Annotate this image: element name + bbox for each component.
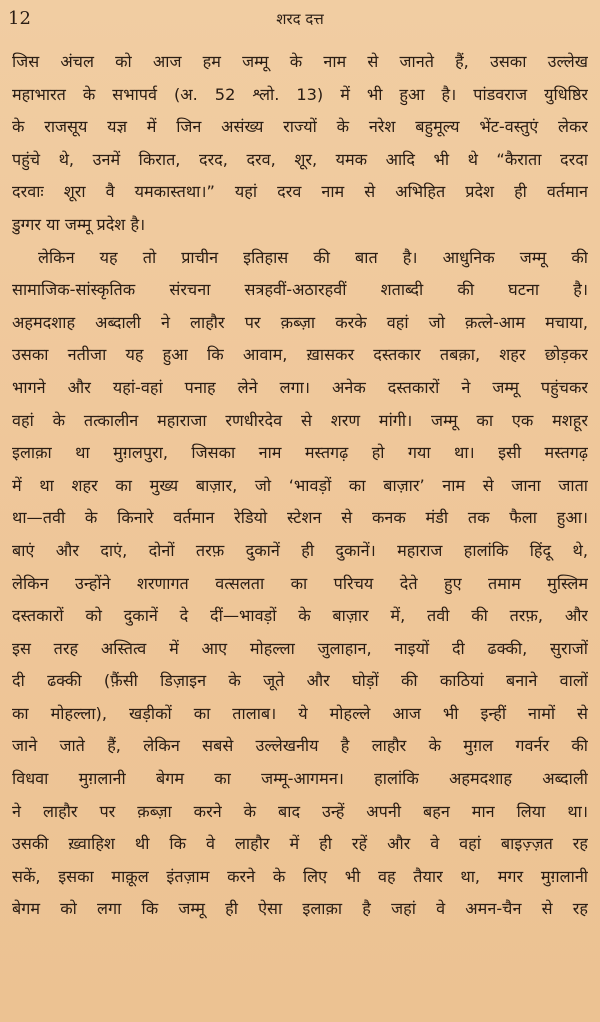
text-line: अहमदशाह अब्दाली ने लाहौर पर क़ब्ज़ा करके वहां जो क़त्ले-आम मचाया, xyxy=(12,312,588,332)
text-line: सकें, इसका माक़ूल इंतज़ाम करने के लिए भी वह तैयार था, मगर मुग़लानी xyxy=(12,866,588,886)
text-line: इलाक़ा था मुग़लपुरा, जिसका नाम मस्तगढ़ हो गया था। इसी मस्तगढ़ xyxy=(12,443,588,463)
body-text xyxy=(12,46,588,926)
text-line: बेगम को लगा कि जम्मू ही ऐसा इलाक़ा है जहां वे अमन-चैन से रह xyxy=(12,899,588,919)
running-head: शरद दत्त xyxy=(276,10,324,28)
text-line: दरवाः शूरा वै यमकास्तथा।” यहां दरव नाम से अभिहित प्रदेश ही वर्तमान xyxy=(12,182,588,202)
text-line: में था शहर का मुख्य बाज़ार, जो ‘भावड़ों का बाज़ार’ नाम से जाना जाता xyxy=(12,475,588,495)
text-line: जाने जाते हैं, लेकिन सबसे उल्लेखनीय है लाहौर के मुग़ल गवर्नर की xyxy=(12,736,588,756)
text-line: जिस अंचल को आज हम जम्मू के नाम से जानते हैं, उसका उल्लेख xyxy=(12,52,588,71)
text-line: लेकिन उन्होंने शरणागत वत्सलता का परिचय देते हुए तमाम मुस्लिम xyxy=(12,573,588,593)
page-header xyxy=(8,8,592,34)
text-line: दी ढक्की (फ़ैंसी डिज़ाइन के जूते और घोड़ों की काठियां बनाने वालों xyxy=(12,671,588,691)
text-line: लेकिन यह तो प्राचीन इतिहास की बात है। आधुनिक जम्मू की xyxy=(38,247,588,267)
text-line: वहां के तत्कालीन महाराजा रणधीरदेव से शरण मांगी। जम्मू का एक मशहूर xyxy=(12,410,588,430)
text-line: महाभारत के सभापर्व (अ. 52 श्लो. 13) में भी हुआ है। पांडवराज युधिष्ठिर xyxy=(12,84,588,104)
text-line: इस तरह अस्तित्व में आए मोहल्ला जुलाहान, नाइयों दी ढक्की, सुराजों xyxy=(12,638,588,658)
text-line: डुग्गर या जम्मू प्रदेश है। xyxy=(12,214,146,234)
text-line: के राजसूय यज्ञ में जिन असंख्य राज्यों के नरेश बहुमूल्य भेंट-वस्तुएं लेकर xyxy=(12,117,588,137)
text-line: ने लाहौर पर क़ब्ज़ा करने के बाद उन्हें अपनी बहन मान लिया था। xyxy=(12,801,588,821)
page-number: 12 xyxy=(8,8,31,29)
text-line: उसका नतीजा यह हुआ कि आवाम, ख़ासकर दस्तकार तबक़ा, शहर छोड़कर xyxy=(12,345,588,365)
text-line: का मोहल्ला), खड़ीकों का तालाब। ये मोहल्ले आज भी इन्हीं नामों से xyxy=(12,703,588,723)
text-line: भागने और यहां-वहां पनाह लेने लगा। अनेक दस्तकारों ने जम्मू पहुंचकर xyxy=(12,377,588,397)
text-line: सामाजिक-सांस्कृतिक संरचना सत्रहवीं-अठारहवीं शताब्दी की घटना है। xyxy=(12,280,588,300)
text-line: उसकी ख़्वाहिश थी कि वे लाहौर में ही रहें और वे वहां बाइज़्ज़त रह xyxy=(12,834,588,854)
text-line: था—तवी के किनारे वर्तमान रेडियो स्टेशन से कनक मंडी तक फैला हुआ। xyxy=(12,508,588,528)
text-line: विधवा मुग़लानी बेगम का जम्मू-आगमन। हालांकि अहमदशाह अब्दाली xyxy=(12,769,588,789)
text-line: पहुंचे थे, उनमें किरात, दरद, दरव, शूर, यमक आदि भी थे “कैराता दरदा xyxy=(12,149,588,169)
text-line: दस्तकारों को दुकानें दे दीं—भावड़ों के बाज़ार में, तवी की तरफ़, और xyxy=(12,606,588,626)
text-line: बाएं और दाएं, दोनों तरफ़ दुकानें ही दुकानें। महाराज हालांकि हिंदू थे, xyxy=(12,540,588,560)
